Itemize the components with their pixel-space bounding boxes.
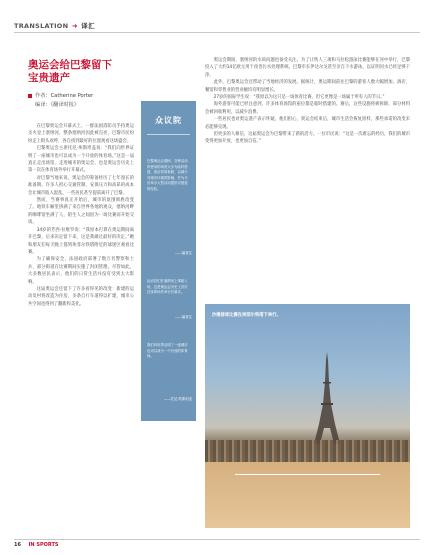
title-line-1: 奥运会给巴黎留下 xyxy=(28,59,112,71)
paragraph: 此外，巴黎奥运会还带动了当地经济的发展。据统计，奥运期间前往巴黎的游客人数大幅增加，酒店、餐馆和零售业的营业额均有明显增长。 xyxy=(205,80,410,93)
right-column xyxy=(205,57,410,146)
byline xyxy=(28,92,93,110)
arrow-icon: ➜ xyxy=(71,22,78,30)
page-footer xyxy=(14,542,59,548)
article-title xyxy=(28,59,178,85)
section-en: TRANSLATION xyxy=(14,22,69,30)
magazine-name: IN SPORTS xyxy=(28,542,59,548)
paragraph: 34岁的芳西·拉维罗说：“我原本打算在奥运期间离开巴黎，后来决定留下来，这是我做过最好的决定。”她和朋友们每天晚上都到埃菲尔铁塔附近的球迷区观看比赛。 xyxy=(28,227,134,255)
sidebar-quote-2: 运动员们在塞纳河上乘船入场，这是奥运会历史上首次在体育场外举行开幕式。 xyxy=(147,279,188,295)
sidebar-attrib-3: ——托尼·埃斯坦盖 xyxy=(163,397,192,401)
left-column xyxy=(28,123,134,538)
sidebar-quote-1: 巴黎奥运会期间，各种活动所使用的场馆大多为临时搭建，赛后将被拆除，以减少对城市环境的影响，并为今后举办大型活动提供可借鉴的经验。 xyxy=(147,159,188,191)
paragraph: 一些居民也对奥运遗产表示怀疑。他们担心，奥运会结束后，城市生活会恢复原样，那些承诺的改变未必能够兑现。 xyxy=(205,117,410,130)
paragraph: 奥运会期间，塞纳河的水质问题也备受关注。为了让铁人三项和马拉松游泳比赛能够在河中举行，巴黎投入了大约14亿欧元用于改善污水处理系统。巴黎市长伊达尔戈甚至亲自下水游泳，以证明河水已经足够干净。 xyxy=(205,58,410,78)
footer-divider xyxy=(14,539,420,540)
article-photo xyxy=(205,304,410,528)
sidebar-divider xyxy=(147,134,190,135)
title-line-2: 宝贵遗产 xyxy=(28,72,70,84)
paragraph: 对巴黎当地来说，奥运会的筹备经历了七年漫长的准备期。许多人担心交通管制、安保压力和高昂的成本会让城市陷入混乱，一些居民甚至提前离开了巴黎。 xyxy=(28,175,134,196)
paragraph: 在巴黎奥运会开幕式上，一群法国消防员手持奥运圣火登上塞纳河，整条塞纳河因此被点亮，巴黎市民纷纷走上街头欢呼，各自找到最好的位置观看这场盛会。 xyxy=(28,124,134,144)
paragraph: 巴黎奥运会主席托尼·埃斯坦盖说：“我们向世界证明了一座城市也可以成为一个开放的体育场。”这是一届真正走出场馆、走进城市的奥运会，也是奥运会历史上第一次在体育场外举行开幕式。 xyxy=(28,146,134,174)
page-number: 16 xyxy=(14,542,21,548)
sidebar-quote-3: 我们向世界证明了一座城市也可以成为一个开放的体育场。 xyxy=(147,343,188,359)
paragraph: 海外游客可能已经注意到，许多体育场馆的座位都是临时搭建的。赛后，这些设施将被拆除，部分材料会被回收利用，以减少浪费。 xyxy=(205,102,410,115)
eiffel-tower-icon xyxy=(313,352,341,444)
paragraph: 但更多的人相信，这届奥运会为巴黎带来了新的活力。一位市民说：“这是一次难忘的经历，我们的城市变得更加开放，也更加自信。” xyxy=(205,132,410,145)
paragraph: 为了确保安全，法国政府部署了数万名警察和士兵，部分街道在比赛期间实施了封闭管理。尽管如此，大多数居民表示，他们的日常生活并没有受到太大影响。 xyxy=(28,257,134,285)
author: 作者：Catherine Porter xyxy=(35,93,94,99)
sidebar-attrib-1: ——编者注 xyxy=(175,251,192,255)
header-divider xyxy=(14,32,420,33)
section-label xyxy=(14,21,95,30)
paragraph: 然而，当赛事真正开始后，城市的氛围彻底改变了。地铁车厢里挤满了来自世界各地的观众，塞纳河畔的咖啡馆坐满了人，陌生人之间因为一场比赛而开始交谈。 xyxy=(28,198,134,226)
paragraph: 这届奥运会还留下了许多看得见的改变：新建的运动员村将改造为住房，多条自行车道得以扩建，城市公共空间也得到了翻新和美化。 xyxy=(28,286,134,307)
sidebar-attrib-2: ——编者注 xyxy=(175,315,192,319)
court-line xyxy=(235,474,380,475)
paragraph: 27岁的国际学生说：“我原以为这只是一场体育比赛，但它更像是一场属于所有人的节日。” xyxy=(213,95,385,101)
sidebar-title: 众议院 xyxy=(155,116,182,125)
section-cn: 译汇 xyxy=(81,22,95,30)
sidebar-box xyxy=(141,101,196,421)
sand-court xyxy=(205,462,410,528)
red-square-icon xyxy=(28,94,32,98)
stadium-stands xyxy=(205,440,410,464)
translator: 编译：《翻译时报》 xyxy=(35,102,80,108)
photo-caption: 沙滩排球比赛在埃菲尔铁塔下举行。 xyxy=(212,313,281,318)
